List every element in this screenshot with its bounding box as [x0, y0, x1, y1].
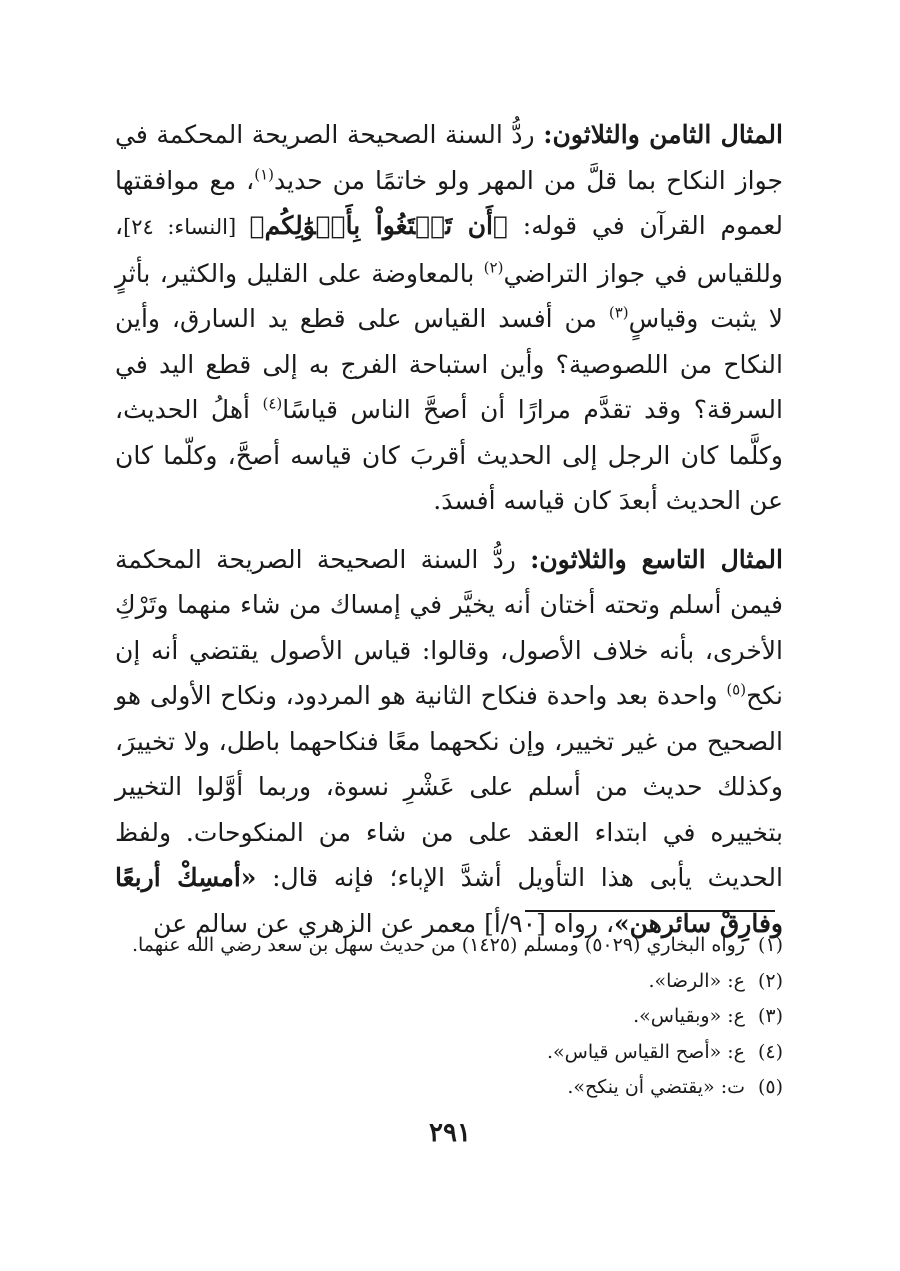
paragraph-text: ، رواه [٩٠/أ] معمر عن الزهري عن سالم عن — [153, 908, 615, 938]
footnote-item — [115, 1070, 783, 1106]
footnote-ref-2[interactable]: (٢) — [483, 258, 504, 277]
paragraph-example-38 — [115, 112, 783, 524]
paragraph-text: ، مع موافقتها لعموم القرآن في قوله: — [115, 165, 783, 240]
paragraph-text: ردُّ السنة الصحيحة الصريحة المحكمة في جواز النكاح بما قلَّ من المهر ولو خاتمًا من حديد — [115, 120, 783, 195]
footnote-divider — [525, 910, 775, 912]
paragraph-text: ، وللقياس في جواز التراضي — [115, 211, 783, 288]
footnote-text: ت: «يقتضي أن ينكح». — [567, 1076, 745, 1098]
footnote-number: (٤) — [757, 1040, 783, 1063]
paragraph-text: واحدة بعد واحدة فنكاح الثانية هو المردود، ونكاح الأولى هو الصحيح من غير تخيير، وإن نكحهما معًا فنكاحهما باطل، ولا تخييرَ، وكذلك حديث من أسلم على عَشْرِ نسوة، وربما أوَّلوا التخيير بتخييره في ابتداء العقد على من شاء من المنكوحات. ولفظ الحديث يأبى هذا التأويل أشدَّ الإباء؛ فإنه قال: — [115, 681, 783, 892]
footnote-number: (١) — [757, 934, 783, 956]
paragraph-text: من أفسد القياس على قطع يد السارق، وأين النكاح من اللصوصية؟ وأين استباحة الفرج به إلى قطع اليد في السرقة؟ وقد تقدَّم مرارًا أن أصحَّ الناس قياسًا — [115, 304, 783, 424]
footnote-text: ع: «أصح القياس قياس». — [546, 1040, 745, 1063]
paragraph-heading: المثال الثامن والثلاثون: — [543, 120, 783, 149]
footnote-number: (٥) — [757, 1076, 783, 1098]
footnote-item — [115, 964, 783, 1000]
footnote-ref-5[interactable]: (٥) — [726, 680, 747, 699]
paragraph-text: بالمعاوضة على القليل والكثير، بأثرٍ لا يثبت وقياسٍ — [115, 258, 784, 333]
footnote-ref-3[interactable]: (٣) — [608, 303, 629, 322]
page-number: ٢٩١ — [429, 1118, 471, 1148]
quran-verse: ﴿أَن تَبۡتَغُواْ بِأَمۡوَٰلِكُم﴾ — [249, 211, 509, 240]
footnote-item — [115, 1035, 783, 1071]
footnotes-list — [115, 928, 783, 1106]
paragraph-text: ردُّ السنة الصحيحة الصريحة المحكمة فيمن أسلم وتحته أختان أنه يخيَّر في إمساك من شاء منهما وتَرْكِ الأخرى، بأنه خلاف الأصول، وقالوا: قياس الأصول يقتضي أنه إن نكح — [115, 544, 783, 710]
paragraph-heading: المثال التاسع والثلاثون: — [530, 544, 783, 574]
hadith-quote: «أمسِكْ أربعًا وفارِقْ سائرهن» — [115, 863, 783, 938]
footnote-number: (٢) — [757, 969, 783, 992]
footnote-text: ع: «وبقياس». — [633, 1005, 745, 1027]
footnote-text: رواه البخاري (٥٠٢٩) ومسلم (١٤٢٥) من حديث سهل بن سعد رضي الله عنهما. — [131, 934, 745, 956]
footnote-ref-1[interactable]: (١) — [254, 165, 274, 184]
paragraph-text: أهلُ الحديث، وكلَّما كان الرجل إلى الحديث أقربَ كان قياسه أصحَّ، وكلّما كان عن الحديث أبعدَ كان قياسه أفسدَ. — [115, 395, 783, 515]
footnote-ref-4[interactable]: (٤) — [262, 394, 283, 413]
footnote-item — [115, 999, 783, 1035]
footnote-text: ع: «الرضا». — [648, 969, 745, 992]
footnote-number: (٣) — [757, 1005, 783, 1027]
main-text — [115, 112, 783, 946]
paragraph-example-39 — [115, 537, 783, 947]
footnote-item — [115, 928, 783, 964]
quran-reference: [النساء: ٢٤] — [123, 215, 250, 239]
